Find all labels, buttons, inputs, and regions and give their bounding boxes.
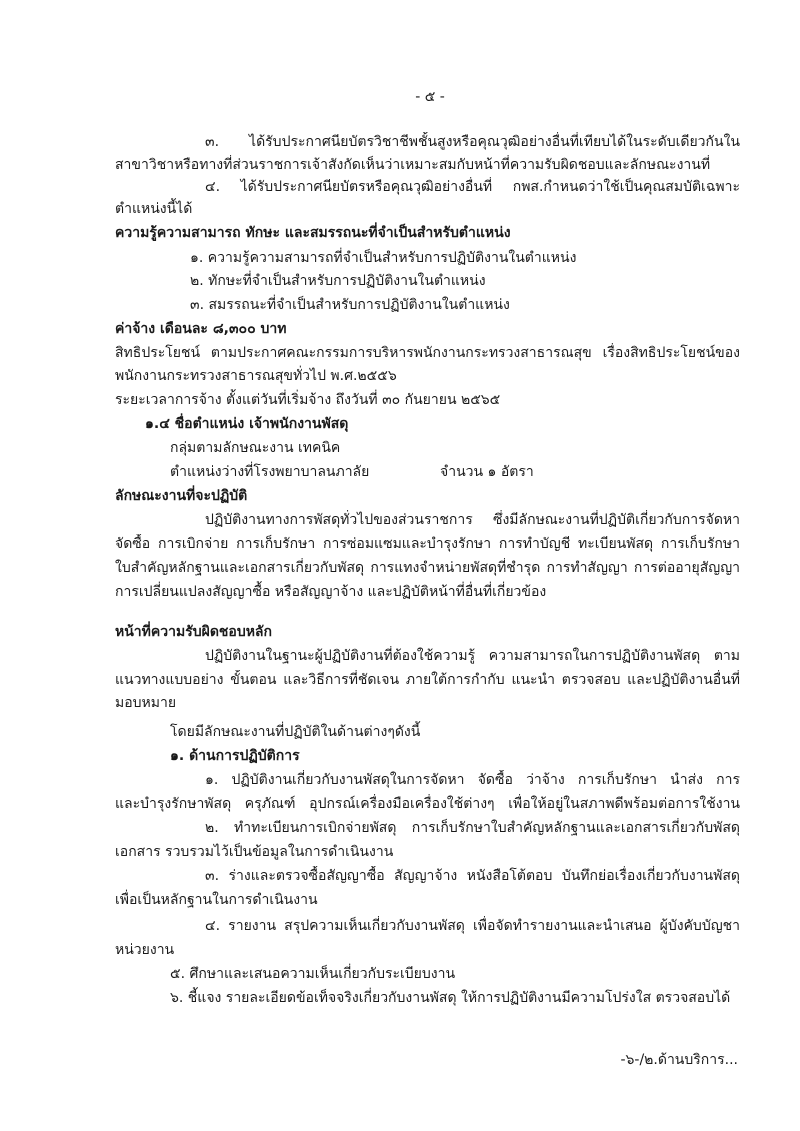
position-group: กลุ่มตามลักษณะงาน เทคนิค <box>170 440 341 456</box>
benefits-line2: พนักงานกระทรวงสาธารณสุขทั่วไป พ.ศ.๒๕๕๖ <box>115 368 397 384</box>
responsibilities-heading: หน้าที่ความรับผิดชอบหลัก <box>115 624 272 640</box>
responsibilities-line: แนวทางแบบอย่าง ขั้นตอน และวิธีการที่ชัดเจน ภายใต้การกำกับ แนะนำ ตรวจสอบ และปฏิบัติงานอื่นที่ <box>115 672 740 688</box>
job-nature-heading: ลักษณะงานที่จะปฏิบัติ <box>115 488 248 504</box>
job-nature-line: การเปลี่ยนแปลงสัญญาซื้อ หรือสัญญาจ้าง และปฏิบัติหน้าที่อื่นที่เกี่ยวข้อง <box>115 584 547 600</box>
operations-item-4: ๔. รายงาน สรุปความเห็นเกี่ยวกับงานพัสดุ เพื่อจัดทำรายงานและนำเสนอ ผู้บังคับบัญชา <box>205 918 740 934</box>
responsibilities-intro: โดยมีลักษณะงานที่ปฏิบัติในด้านต่างๆดังนี้ <box>170 724 421 740</box>
job-nature-line: ปฏิบัติงานทางการพัสดุทั่วไปของส่วนราชการ ซึ่งมีลักษณะงานที่ปฏิบัติเกี่ยวกับการจัดหา <box>205 512 740 528</box>
qualification-4-line2: ตำแหน่งนี้ได้ <box>115 201 193 217</box>
job-nature-line: จัดซื้อ การเบิกจ่าย การเก็บรักษา การซ่อมแซมและบำรุงรักษา การทำบัญชี ทะเบียนพัสดุ การเก็บรักษา <box>115 536 740 552</box>
job-nature-line: ใบสำคัญหลักฐานและเอกสารเกี่ยวกับพัสดุ การแทงจำหน่ายพัสดุที่ชำรุด การทำสัญญา การต่ออายุสัญญา <box>115 560 740 576</box>
operations-item-4-cont: หน่วยงาน <box>115 942 175 958</box>
competency-item: ๓. สมรรถนะที่จำเป็นสำหรับการปฏิบัติงานในตำแหน่ง <box>190 297 510 313</box>
continuation-note: -๖-/๒.ด้านบริการ... <box>620 1052 738 1068</box>
page-number: - ๕ - <box>415 89 445 105</box>
responsibilities-line: ปฏิบัติงานในฐานะผู้ปฏิบัติงานที่ต้องใช้ความรู้ ความสามารถในการปฏิบัติงานพัสดุ ตาม <box>205 648 740 664</box>
section-operations-heading: ๑. ด้านการปฏิบัติการ <box>170 748 300 764</box>
position-vacancy: ตำแหน่งว่างที่โรงพยาบาลนภาลัย <box>170 464 370 480</box>
position-count: จำนวน ๑ อัตรา <box>440 464 534 480</box>
operations-item-2: ๒. ทำทะเบียนการเบิกจ่ายพัสดุ การเก็บรักษาใบสำคัญหลักฐานและเอกสารเกี่ยวกับพัสดุ <box>205 820 740 836</box>
operations-item-6: ๖. ชี้แจง รายละเอียดข้อเท็จจริงเกี่ยวกับงานพัสดุ ให้การปฏิบัติงานมีความโปร่งใส ตรวจสอบได้ <box>170 990 731 1006</box>
competency-heading: ความรู้ความสามารถ ทักษะ และสมรรถนะที่จำเป็นสำหรับตำแหน่ง <box>115 225 511 241</box>
operations-item-2-cont: เอกสาร รวบรวมไว้เป็นข้อมูลในการดำเนินงาน <box>115 844 394 860</box>
responsibilities-line: มอบหมาย <box>115 695 177 711</box>
operations-item-3-cont: เพื่อเป็นหลักฐานในการดำเนินงาน <box>115 892 318 908</box>
competency-item: ๒. ทักษะที่จำเป็นสำหรับการปฏิบัติงานในตำแหน่ง <box>190 273 486 289</box>
position-title: ๑.๔ ชื่อตำแหน่ง เจ้าพนักงานพัสดุ <box>145 416 349 432</box>
operations-item-5: ๕. ศึกษาและเสนอความเห็นเกี่ยวกับระเบียบงาน <box>170 966 456 982</box>
salary: ค่าจ้าง เดือนละ ๘,๓๐๐ บาท <box>115 321 287 337</box>
operations-item-1-cont: และบำรุงรักษาพัสดุ ครุภัณฑ์ อุปกรณ์เครื่องมือเครื่องใช้ต่างๆ เพื่อให้อยู่ในสภาพดีพร้อมต่อการใช้งาน <box>115 796 740 812</box>
benefits-line1: สิทธิประโยชน์ ตามประกาศคณะกรรมการบริหารพนักงานกระทรวงสาธารณสุข เรื่องสิทธิประโยชน์ของ <box>115 345 740 361</box>
operations-item-3: ๓. ร่างและตรวจซื้อสัญญาซื้อ สัญญาจ้าง หนังสือโต้ตอบ บันทึกย่อเรื่องเกี่ยวกับงานพัสดุ <box>205 868 740 884</box>
qualification-3-line1: ๓. ได้รับประกาศนียบัตรวิชาชีพชั้นสูงหรือคุณวุฒิอย่างอื่นที่เทียบได้ในระดับเดียวกันใน <box>205 134 740 150</box>
competency-item: ๑. ความรู้ความสามารถที่จำเป็นสำหรับการปฏิบัติงานในตำแหน่ง <box>190 250 577 266</box>
qualification-3-line2: สาขาวิชาหรือทางที่ส่วนราชการเจ้าสังกัดเห็นว่าเหมาะสมกับหน้าที่ความรับผิดชอบและลักษณะงานที่ <box>115 157 711 173</box>
qualification-4-line1: ๔. ได้รับประกาศนียบัตรหรือคุณวุฒิอย่างอื่นที่ กพส.กำหนดว่าใช้เป็นคุณสมบัติเฉพาะ <box>205 179 740 195</box>
employment-period: ระยะเวลาการจ้าง ตั้งแต่วันที่เริ่มจ้าง ถึงวันที่ ๓๐ กันยายน ๒๕๖๕ <box>115 392 501 408</box>
operations-item-1: ๑. ปฏิบัติงานเกี่ยวกับงานพัสดุในการจัดหา จัดซื้อ ว่าจ้าง การเก็บรักษา นำส่ง การ <box>205 772 740 788</box>
